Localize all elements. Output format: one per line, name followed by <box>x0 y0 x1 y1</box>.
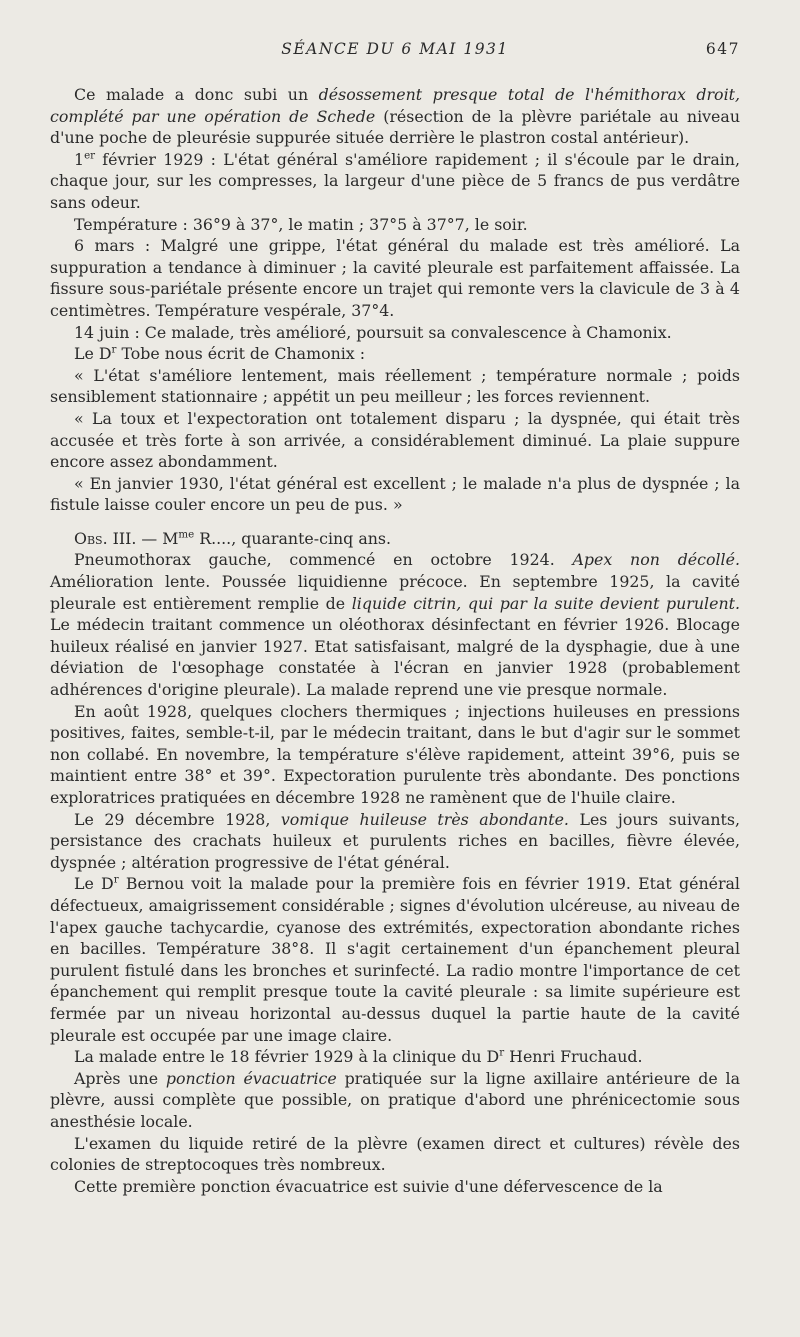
running-header <box>50 40 740 64</box>
paragraph: Le 29 décembre 1928, vomique huileuse très abondante. Les jours suivants, persistance des crachats huileux et purulents riches en bacilles, fièvre élevée, dyspnée ; altération progressive de l'état général. <box>50 809 741 872</box>
paragraph: 14 juin : Ce malade, très amélioré, poursuit sa convalescence à Chamonix. <box>74 322 672 342</box>
paragraph: Pneumothorax gauche, commencé en octobre 1924. Apex non décollé. Amélioration lente. Poussée liquidienne précoce. En septembre 1925, la cavité pleurale est entièrement remplie de liquide citrin, qui par la suite devient purulent. Le médecin traitant commence un oléothorax désinfectant en février 1926. Blocage huileux réalisé en janvier 1927. Etat satisfaisant, malgré de la dysphagie, due à une déviation de l'œsophage constatée à l'écran en janvier 1928 (probablement adhérences d'origine pleurale). La malade reprend une vie presque normale. <box>50 550 740 700</box>
italic-text: liquide citrin, qui par la suite devient purulent. <box>351 593 740 613</box>
observation-heading: Obs. III. — $M^{me}$ R...., quarante-cinq ans. <box>74 528 392 548</box>
paragraph: « La toux et l'expectoration ont totalement disparu ; la dyspnée, qui était très accusée et très forte à son arrivée, a considérablement diminué. La plaie suppure encore assez abondamment. <box>50 408 740 472</box>
paragraph: 6 mars : Malgré une grippe, l'état général du malade est très amélioré. La suppuration a tendance à diminuer ; la cavité pleurale est parfaitement affaissée. La fissure sous-pariétale présente encore un trajet qui remonte vers la clavicule de 3 à 4 centimètres. Température vespérale, 37°4. <box>50 236 740 320</box>
italic-text: désossement presque total de l'hémithorax droit, complété par une opération de Schede <box>50 85 740 126</box>
paragraph: Ce malade a donc subi un désossement presque total de l'hémithorax droit, complété par une opération de Schede (résection de la plèvre pariétale au niveau d'une poche de pleurésie suppurée située derrière le plastron costal antérieur). <box>50 85 740 148</box>
paragraph: Cette première ponction évacuatrice est suivie d'une défervescence de la <box>74 1176 663 1196</box>
paragraph: Le $D^r$ Bernou voit la malade pour la première fois en février 1919. Etat général défectueux, amaigrissement considérable ; signes d'évolution ulcéreuse, au niveau de l'apex gauche tachycardie, cyanose des extrémités, expectoration abondante riches en bacilles. Température 38°8. Il s'agit certainement d'un épanchement pleural purulent fistulé dans les bronches et surinfecté. La radio montre l'importance de cet épanchement qui remplit presque toute la cavité pleurale : sa limite supérieure est fermée par un niveau horizontal au-dessus duquel la partie haute de la cavité pleurale est occupée par une image claire. <box>50 874 740 1045</box>
paragraph: « L'état s'améliore lentement, mais réellement ; température normale ; poids sensiblement stationnaire ; appétit un peu meilleur ; les forces reviennent. <box>50 365 740 407</box>
paragraph: Température : 36°9 à 37°, le matin ; 37°5 à 37°7, le soir. <box>74 214 528 234</box>
paragraph: En août 1928, quelques clochers thermiques ; injections huileuses en pressions positives, faites, semble-t-il, par le médecin traitant, dans le but d'agir sur le sommet non collabé. En novembre, la température s'élève rapidement, atteint 39°6, puis se maintient entre 38° et 39°. Expectoration purulente très abondante. Des ponctions exploratrices pratiquées en décembre 1928 ne ramènent que de l'huile claire. <box>50 701 740 807</box>
body-text <box>50 84 740 1197</box>
running-title: SÉANCE DU 6 MAI 1931 <box>281 40 509 58</box>
paragraph: Après une ponction évacuatrice pratiquée sur la ligne axillaire antérieure de la plèvre, aussi complète que possible, on pratique d'abord une phrénicectomie sous anesthésie locale. <box>50 1068 740 1131</box>
italic-text: Apex non décollé. <box>572 550 740 570</box>
paragraph: « En janvier 1930, l'état général est excellent ; le malade n'a plus de dyspnée ; la fistule laisse couler encore un peu de pus. » <box>50 473 740 515</box>
paragraph: Le $D^r$ Tobe nous écrit de Chamonix : <box>74 343 366 364</box>
paragraph: La malade entre le 18 février 1929 à la clinique du $D^r$ Henri Fruchaud. <box>74 1046 643 1067</box>
paragraph: 1er février 1929 : L'état général s'améliore rapidement ; il s'écoule par le drain, chaque jour, sur les compresses, la largeur d'une pièce de 5 francs de pus verdâtre sans odeur. <box>50 149 740 212</box>
paragraph: L'examen du liquide retiré de la plèvre (examen direct et cultures) révèle des colonies de streptocoques très nombreux. <box>50 1133 740 1175</box>
italic-text: ponction évacuatrice <box>165 1068 337 1088</box>
page-number: 647 <box>705 40 740 58</box>
italic-text: vomique huileuse très abondante. <box>280 809 569 829</box>
